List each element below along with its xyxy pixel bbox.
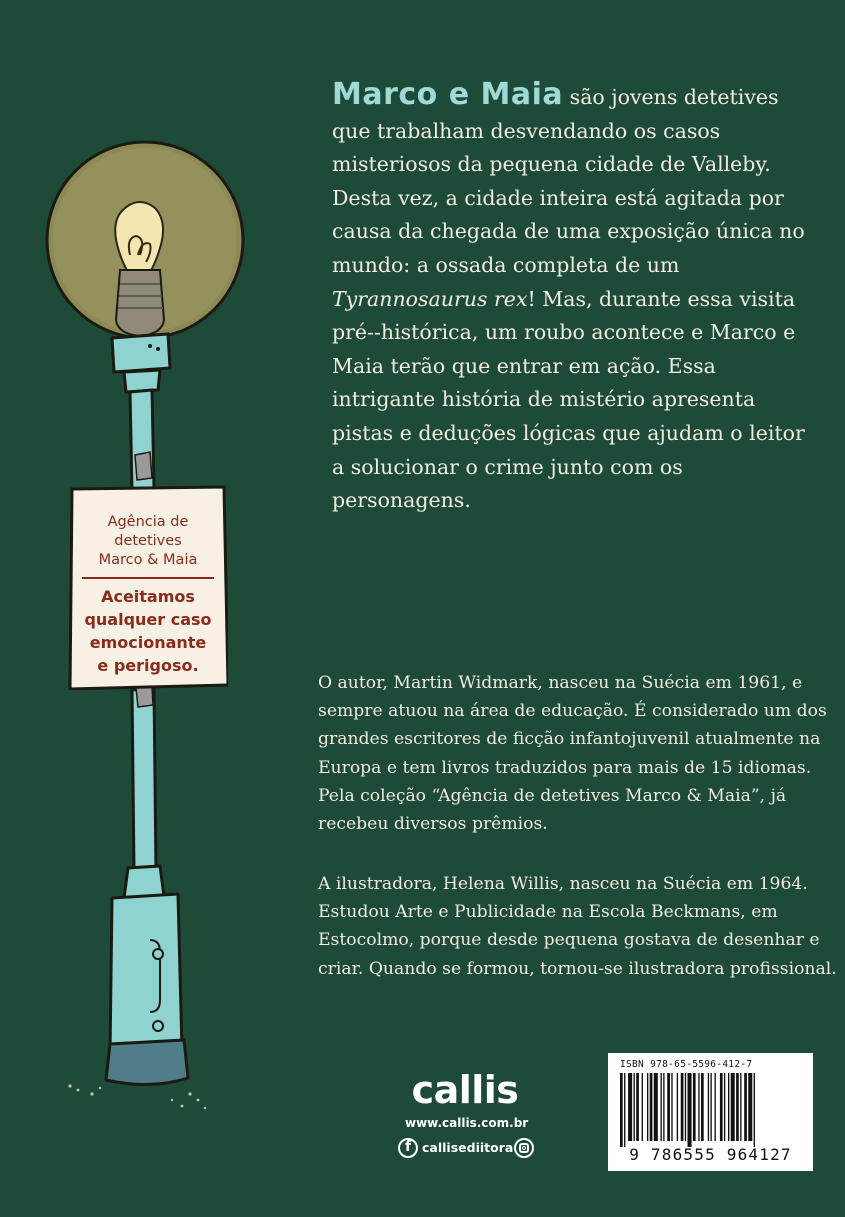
barcode-bar bbox=[715, 1073, 716, 1141]
barcode-bar bbox=[642, 1073, 643, 1141]
barcode-bar bbox=[650, 1073, 653, 1141]
barcode-bar bbox=[647, 1073, 648, 1141]
description-italic: Tyrannosaurus rex bbox=[332, 286, 528, 311]
barcode-bar bbox=[667, 1073, 670, 1141]
sign-line: detetives bbox=[114, 533, 182, 549]
facebook-icon[interactable]: f bbox=[398, 1138, 418, 1158]
series-title: Marco e Maia bbox=[332, 77, 564, 112]
sign-line: Agência de bbox=[107, 514, 189, 530]
barcode-bar bbox=[693, 1073, 696, 1141]
barcode-bar bbox=[736, 1073, 739, 1141]
sign-line: qualquer caso bbox=[84, 610, 212, 629]
barcode-bar bbox=[685, 1073, 686, 1141]
sign-agency-name bbox=[68, 513, 228, 570]
barcode-bar bbox=[724, 1073, 725, 1141]
barcode-bar bbox=[654, 1073, 658, 1141]
barcode-bar bbox=[740, 1073, 741, 1141]
barcode-bar bbox=[671, 1073, 672, 1141]
sign-line: Aceitamos bbox=[101, 587, 195, 606]
sign-line: Marco & Maia bbox=[98, 552, 198, 568]
detective-agency-sign bbox=[68, 485, 228, 690]
barcode-bar bbox=[748, 1073, 752, 1141]
barcode-bar bbox=[744, 1073, 747, 1141]
barcode-bar bbox=[636, 1073, 639, 1141]
author-bio: O autor, Martin Widmark, nasceu na Suécia em 1961, e sempre atuou na área de educação. É considerado um dos grandes escritores de ficção infantojuvenil atualmente na Europa e tem livros traduzidos para mais de 15 idiomas. Pela coleção “Agência de detetives Marco & Maia”, já recebeu diversos prêmios. bbox=[318, 673, 827, 835]
social-handle[interactable]: callisediitora bbox=[422, 1140, 514, 1155]
barcode-bar bbox=[701, 1073, 704, 1141]
barcode-bar bbox=[720, 1073, 723, 1141]
barcode-bar bbox=[688, 1073, 692, 1147]
barcode-bar bbox=[710, 1073, 711, 1141]
publisher-social bbox=[398, 1136, 538, 1162]
barcode-bar bbox=[681, 1073, 684, 1141]
description-text-end: ! Mas, durante essa visita pré--histórica, um roubo acontece e Marco e Maia terão que entrar em ação. Essa intrigante história de mistério apresenta pistas e deduções lógicas que ajudam o leitor a solucionar o crime junto com os personagens. bbox=[332, 286, 805, 513]
barcode-bar bbox=[754, 1073, 755, 1147]
sign-line: e perigoso. bbox=[97, 656, 199, 675]
barcode-bar bbox=[677, 1073, 678, 1141]
sign-divider bbox=[82, 577, 214, 579]
illustrator-bio: A ilustradora, Helena Willis, nasceu na Suécia em 1964. Estudou Arte e Publicidade na Escola Beckmans, em Estocolmo, porque desde pequena gostava de desenhar e criar. Quando se formou, tornou-se ilustradora profissional. bbox=[318, 874, 837, 979]
sign-slogan bbox=[68, 585, 228, 677]
book-description bbox=[332, 78, 812, 518]
barcode-bar bbox=[628, 1073, 632, 1141]
barcode-bar bbox=[698, 1073, 699, 1141]
sign-line: emocionante bbox=[89, 633, 207, 652]
description-text: são jovens detetives que trabalham desvendando os casos misteriosos da pequena cidade de Valleby. Desta vez, a cidade inteira está agitada por causa da chegada de uma exposição única no mundo: a ossada completa de um bbox=[332, 85, 805, 277]
barcode-bar bbox=[661, 1073, 662, 1141]
instagram-icon[interactable] bbox=[514, 1138, 534, 1158]
isbn-label: ISBN 978-65-5596-412-7 bbox=[620, 1059, 753, 1070]
barcode-bar bbox=[731, 1073, 735, 1141]
barcode-box bbox=[608, 1053, 813, 1171]
barcode-bar bbox=[708, 1073, 709, 1141]
barcode-bar bbox=[624, 1073, 625, 1147]
barcode-bar bbox=[728, 1073, 729, 1141]
publisher-logo: callis bbox=[411, 1068, 519, 1112]
barcode-bars bbox=[616, 1073, 806, 1147]
barcode-bar bbox=[663, 1073, 664, 1141]
publisher-website[interactable]: www.callis.com.br bbox=[405, 1116, 529, 1130]
barcode-bar bbox=[620, 1073, 623, 1147]
barcode-bar bbox=[634, 1073, 635, 1141]
barcode-number: 9 786555 964127 bbox=[629, 1145, 792, 1164]
